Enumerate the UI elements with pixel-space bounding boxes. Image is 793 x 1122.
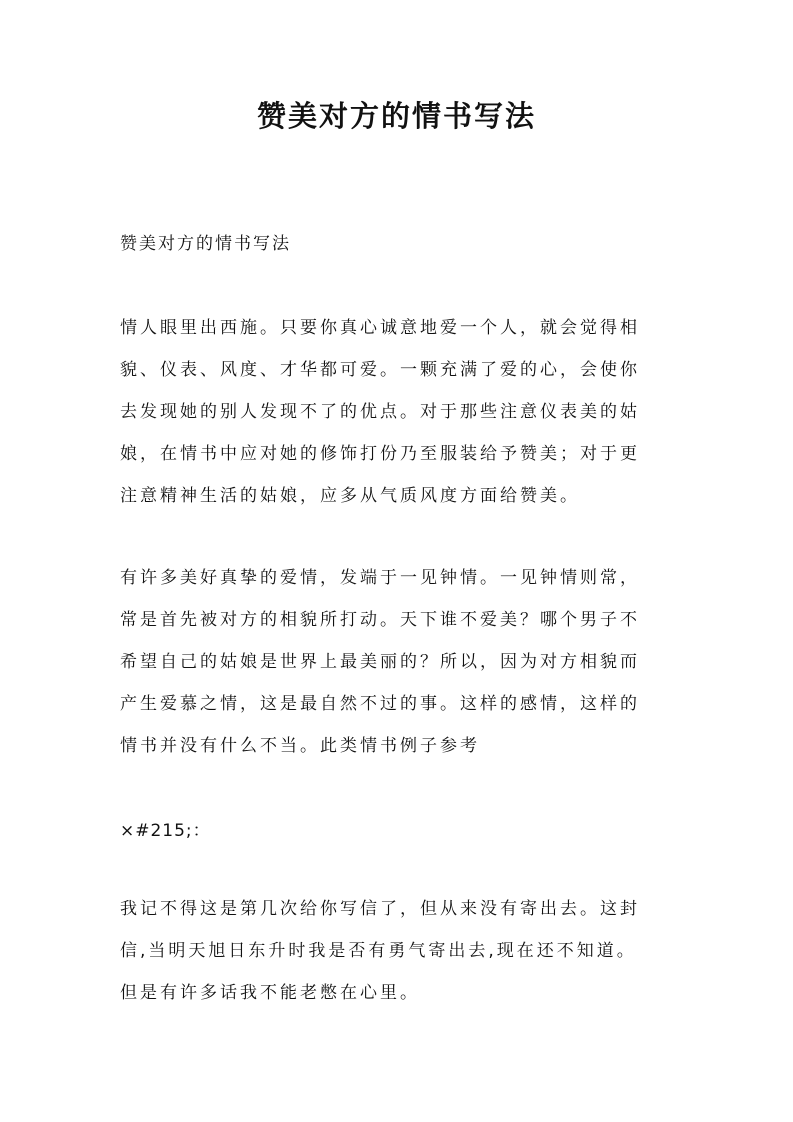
paragraph-line: 注意精神生活的姑娘，应多从气质风度方面给赞美。 (120, 486, 580, 506)
paragraph-line: 产生爱慕之情，这是最自然不过的事。这样的感情，这样的 (120, 694, 640, 714)
paragraph-line: 希望自己的姑娘是世界上最美丽的？所以，因为对方相貌而 (120, 652, 640, 672)
paragraph-line: 常是首先被对方的相貌所打动。天下谁不爱美？哪个男子不 (120, 610, 640, 630)
paragraph-line: 我记不得这是第几次给你写信了，但从来没有寄出去。这封 (120, 899, 640, 919)
paragraph-2 (120, 557, 676, 767)
paragraph-1 (120, 307, 676, 517)
paragraph-line: ×#215;： (120, 821, 211, 841)
paragraph-line: 信,当明天旭日东升时我是否有勇气寄出去,现在还不知道。 (120, 941, 637, 961)
paragraph-line: 去发现她的别人发现不了的优点。对于那些注意仪表美的姑 (120, 402, 640, 422)
paragraph-3 (120, 810, 676, 852)
paragraph-line: 情人眼里出西施。只要你真心诚意地爱一个人，就会觉得相 (120, 318, 640, 338)
document-title: 赞美对方的情书写法 (256, 99, 536, 133)
paragraph-line: 有许多美好真挚的爱情，发端于一见钟情。一见钟情则常， (120, 568, 640, 588)
paragraph-4 (120, 888, 676, 1014)
paragraph-line: 娘，在情书中应对她的修饰打份乃至服装给予赞美；对于更 (120, 444, 640, 464)
paragraph-line: 但是有许多话我不能老憋在心里。 (120, 983, 420, 1003)
paragraph-line: 貌、仪表、风度、才华都可爱。一颗充满了爱的心，会使你 (120, 360, 640, 380)
paragraph-line: 情书并没有什么不当。此类情书例子参考 (120, 736, 480, 756)
document-subheading: 赞美对方的情书写法 (120, 234, 291, 254)
